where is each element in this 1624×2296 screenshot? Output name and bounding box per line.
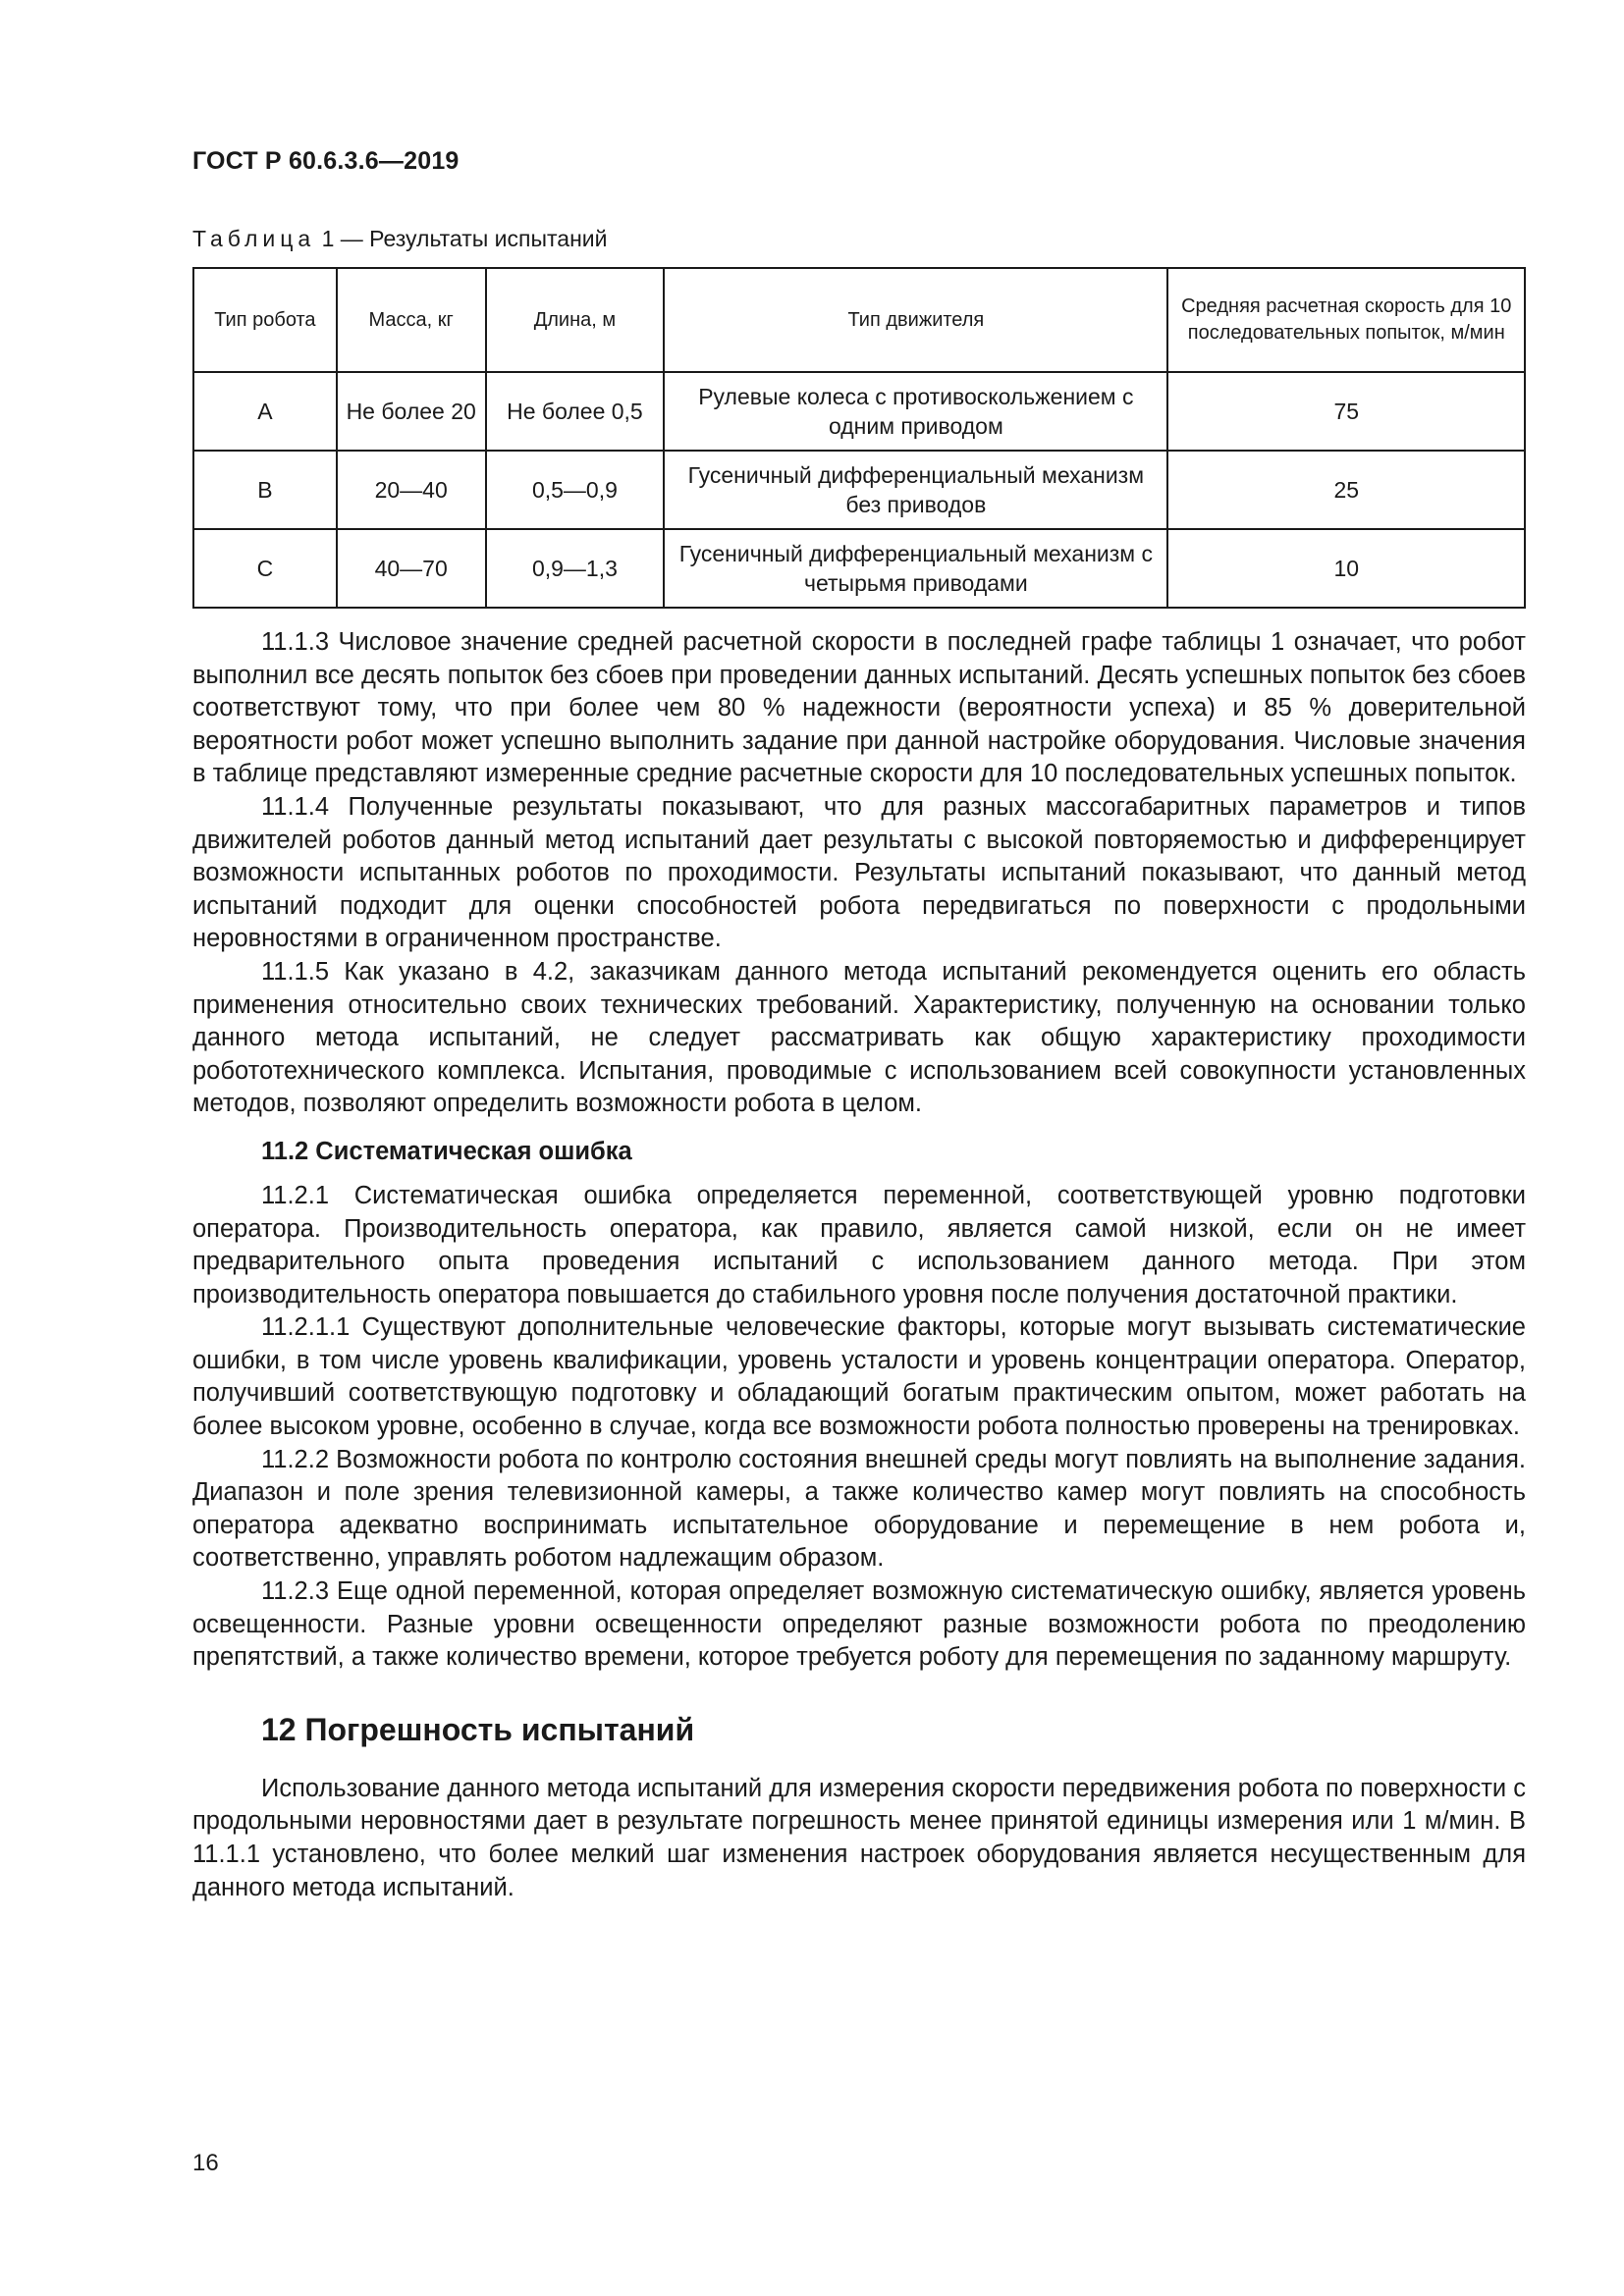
column-header-length: Длина, м (486, 268, 665, 372)
cell-propulsion-type: Гусеничный дифференциальный механизм с четырьмя приводами (664, 529, 1167, 608)
paragraph-11-1-3: 11.1.3 Числовое значение средней расчетной скорости в последней графе таблицы 1 означает, что робот выполнил все десять попыток без сбоев при проведении данных испытаний. Десять успешных попыток без сбоев соответствуют тому, что при более чем 80 % надежности (вероятности успеха) и 85 % доверительной вероятности робот может успешно выполнить задание при данной настройке оборудования. Числовые значения в таблице представляют измеренные средние расчетные скорости для 10 последовательных успешных попыток. (192, 628, 1526, 788)
document-code-header: ГОСТ Р 60.6.3.6—2019 (192, 147, 460, 175)
paragraph-11-2-1-1: 11.2.1.1 Существуют дополнительные человеческие факторы, которые могут вызывать систематические ошибки, в том числе уровень квалификации, уровень усталости и уровень концентрации оператора. Оператор, получивший соответствующую подготовку и обладающий богатым практическим опытом, может работать на более высоком уровне, особенно в случае, когда все возможности робота полностью проверены на тренировках. (192, 1313, 1526, 1441)
cell-propulsion-type: Рулевые колеса с противоскольжением с одним приводом (664, 372, 1167, 451)
cell-mass: 40—70 (337, 529, 486, 608)
cell-length: 0,5—0,9 (486, 451, 665, 529)
table-caption (192, 226, 607, 252)
column-header-mass: Масса, кг (337, 268, 486, 372)
table-row (193, 529, 1525, 608)
paragraph-11-1-5: 11.1.5 Как указано в 4.2, заказчикам данного метода испытаний рекомендуется оценить его область применения относительно своих технических требований. Характеристику, полученную на основании только данного метода испытаний, не следует рассматривать как общую характеристику проходимости робототехнического комплекса. Испытания, проводимые с использованием всей совокупности установленных методов, позволяют определить возможности робота в целом. (192, 957, 1526, 1118)
column-header-propulsion-type: Тип движителя (664, 268, 1167, 372)
column-header-robot-type: Тип робота (193, 268, 337, 372)
paragraph-11-2-2: 11.2.2 Возможности робота по контролю состояния внешней среды могут повлиять на выполнение задания. Диапазон и поле зрения телевизионной камеры, а также количество камер могут повлиять на способность оператора адекватно воспринимать испытательное оборудование и перемещение в нем робота и, соответственно, управлять роботом надлежащим образом. (192, 1445, 1526, 1573)
table-caption-word: Таблица (192, 226, 316, 251)
table-row (193, 372, 1525, 451)
table-caption-title: 1 — Результаты испытаний (321, 226, 608, 251)
results-table (192, 267, 1526, 609)
cell-average-speed: 25 (1167, 451, 1525, 529)
paragraph-12: Использование данного метода испытаний для измерения скорости передвижения робота по поверхности с продольными неровностями дает в результате погрешность менее принятой единицы измерения или 1 м/мин. В 11.1.1 установлено, что более мелкий шаг изменения настроек оборудования является несущественным для данного метода испытаний. (192, 1774, 1526, 1901)
cell-length: 0,9—1,3 (486, 529, 665, 608)
cell-robot-type: A (193, 372, 337, 451)
table-header-row (193, 268, 1525, 372)
cell-mass: Не более 20 (337, 372, 486, 451)
table-row (193, 451, 1525, 529)
cell-propulsion-type: Гусеничный дифференциальный механизм без приводов (664, 451, 1167, 529)
section-heading-12: 12 Погрешность испытаний (261, 1711, 695, 1747)
paragraph-11-2-3: 11.2.3 Еще одной переменной, которая определяет возможную систематическую ошибку, является уровень освещенности. Разные уровни освещенности определяют разные возможности робота по преодолению препятствий, а также количество времени, которое требуется роботу для перемещения по заданному маршруту. (192, 1577, 1526, 1672)
cell-robot-type: B (193, 451, 337, 529)
cell-length: Не более 0,5 (486, 372, 665, 451)
section-heading-11-2: 11.2 Систематическая ошибка (261, 1137, 632, 1165)
cell-average-speed: 10 (1167, 529, 1525, 608)
page-number: 16 (192, 2150, 219, 2176)
paragraph-11-1-4: 11.1.4 Полученные результаты показывают, что для разных массогабаритных параметров и типов движителей роботов данный метод испытаний дает результаты с высокой повторяемостью и дифференцирует возможности испытанных роботов по проходимости. Результаты испытаний показывают, что данный метод испытаний подходит для оценки способностей робота передвигаться по поверхности с продольными неровностями в ограниченном пространстве. (192, 792, 1526, 953)
cell-robot-type: C (193, 529, 337, 608)
cell-mass: 20—40 (337, 451, 486, 529)
document-body (192, 626, 1526, 1904)
column-header-average-speed: Средняя расчетная скорость для 10 последовательных попыток, м/мин (1167, 268, 1525, 372)
cell-average-speed: 75 (1167, 372, 1525, 451)
paragraph-11-2-1: 11.2.1 Систематическая ошибка определяется переменной, соответствующей уровню подготовки оператора. Производительность оператора, как правило, является самой низкой, если он не имеет предварительного опыта проведения испытаний с использованием данного метода. При этом производительность оператора повышается до стабильного уровня после получения достаточной практики. (192, 1181, 1526, 1308)
